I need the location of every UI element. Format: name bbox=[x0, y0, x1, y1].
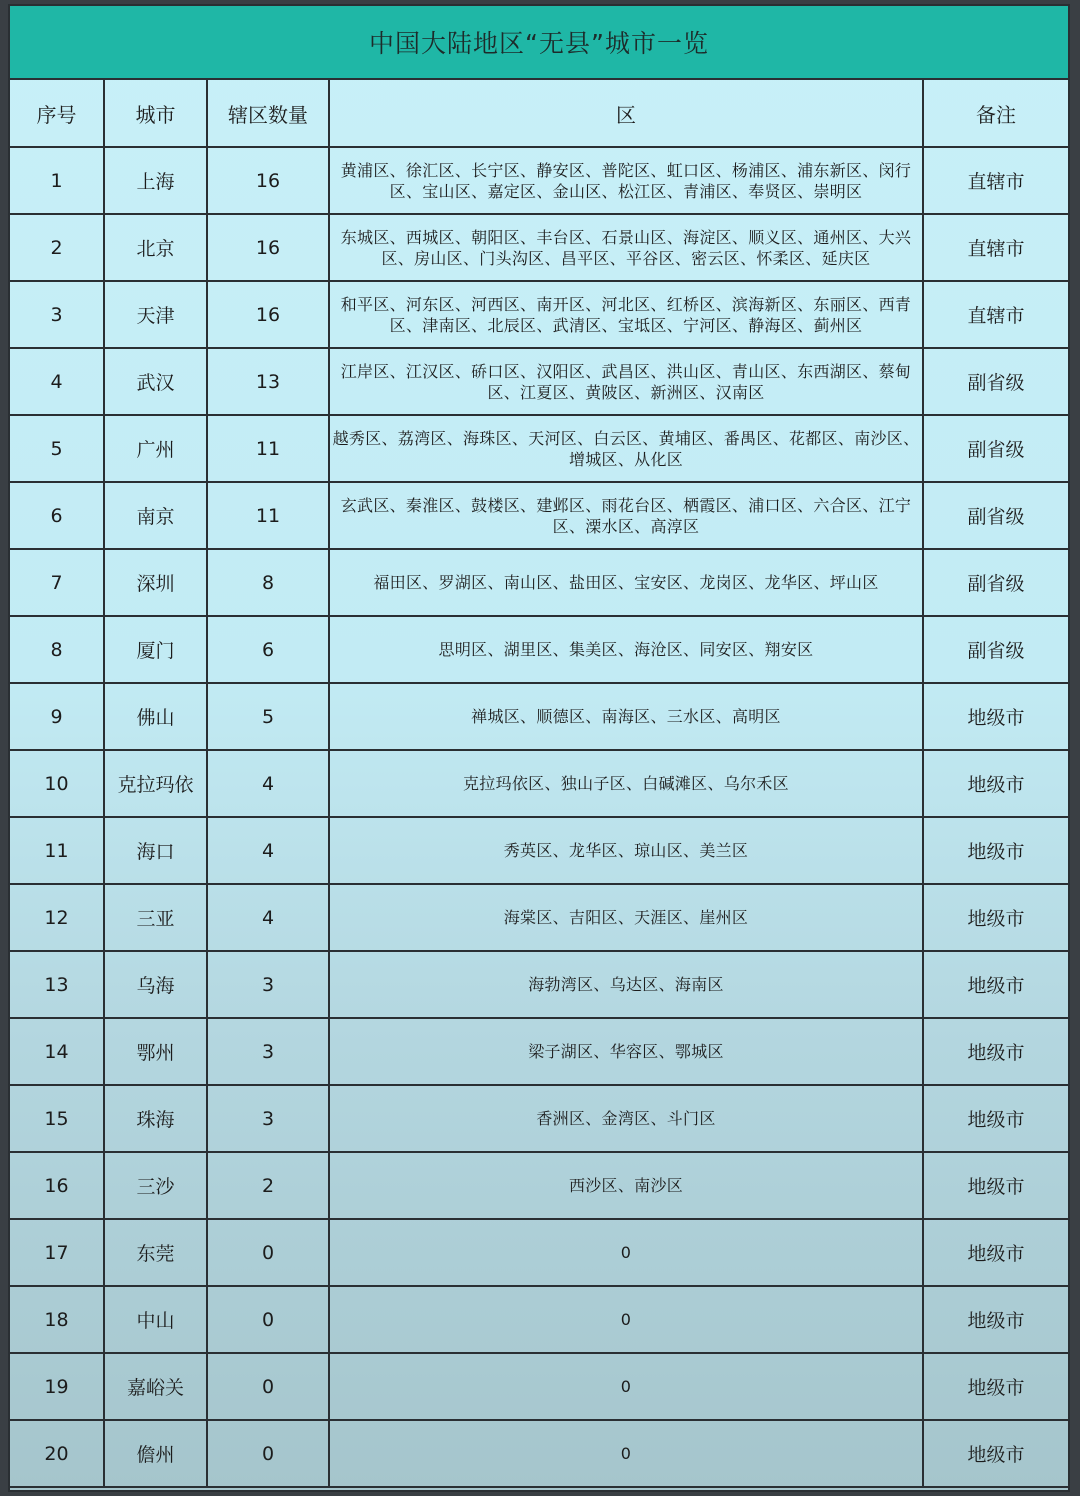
district-count-cell: 3 bbox=[207, 951, 329, 1018]
row-number-cell: 5 bbox=[10, 415, 104, 482]
note-cell: 地级市 bbox=[923, 1152, 1068, 1219]
city-cell: 三亚 bbox=[104, 884, 207, 951]
table-row bbox=[10, 1152, 1068, 1219]
districts-cell: 0 bbox=[329, 1353, 923, 1420]
row-number-cell: 17 bbox=[10, 1219, 104, 1286]
row-number-cell: 1 bbox=[10, 147, 104, 214]
row-number-cell: 2 bbox=[10, 214, 104, 281]
row-number-cell: 6 bbox=[10, 482, 104, 549]
note-cell: 副省级 bbox=[923, 348, 1068, 415]
city-cell: 佛山 bbox=[104, 683, 207, 750]
city-table-sheet bbox=[8, 4, 1070, 1492]
table-row bbox=[10, 1353, 1068, 1420]
row-number-cell: 8 bbox=[10, 616, 104, 683]
city-cell: 南京 bbox=[104, 482, 207, 549]
table-row bbox=[10, 1219, 1068, 1286]
row-number-cell: 16 bbox=[10, 1152, 104, 1219]
note-cell: 地级市 bbox=[923, 884, 1068, 951]
row-number-cell: 4 bbox=[10, 348, 104, 415]
districts-cell: 克拉玛依区、独山子区、白碱滩区、乌尔禾区 bbox=[329, 750, 923, 817]
city-cell: 厦门 bbox=[104, 616, 207, 683]
table-row bbox=[10, 415, 1068, 482]
city-cell: 鄂州 bbox=[104, 1018, 207, 1085]
row-number-cell: 3 bbox=[10, 281, 104, 348]
note-cell: 直辖市 bbox=[923, 147, 1068, 214]
districts-cell: 江岸区、江汉区、硚口区、汉阳区、武昌区、洪山区、青山区、东西湖区、蔡甸区、江夏区、黄陂区、新洲区、汉南区 bbox=[329, 348, 923, 415]
note-cell: 地级市 bbox=[923, 683, 1068, 750]
district-count-cell: 5 bbox=[207, 683, 329, 750]
district-count-cell: 0 bbox=[207, 1420, 329, 1487]
header-districts: 区 bbox=[329, 80, 923, 147]
city-cell: 上海 bbox=[104, 147, 207, 214]
city-cell: 深圳 bbox=[104, 549, 207, 616]
row-number-cell: 18 bbox=[10, 1286, 104, 1353]
table-row bbox=[10, 1018, 1068, 1085]
row-number-cell: 13 bbox=[10, 951, 104, 1018]
row-number-cell: 14 bbox=[10, 1018, 104, 1085]
note-cell: 地级市 bbox=[923, 1420, 1068, 1487]
districts-cell: 越秀区、荔湾区、海珠区、天河区、白云区、黄埔区、番禺区、花都区、南沙区、增城区、从化区 bbox=[329, 415, 923, 482]
note-cell: 地级市 bbox=[923, 817, 1068, 884]
table-row bbox=[10, 1085, 1068, 1152]
districts-cell: 0 bbox=[329, 1219, 923, 1286]
city-cell: 儋州 bbox=[104, 1420, 207, 1487]
districts-cell: 梁子湖区、华容区、鄂城区 bbox=[329, 1018, 923, 1085]
districts-cell: 福田区、罗湖区、南山区、盐田区、宝安区、龙岗区、龙华区、坪山区 bbox=[329, 549, 923, 616]
table-row bbox=[10, 549, 1068, 616]
table-header-row bbox=[10, 80, 1068, 147]
note-cell: 地级市 bbox=[923, 1219, 1068, 1286]
note-cell: 地级市 bbox=[923, 1085, 1068, 1152]
district-count-cell: 11 bbox=[207, 482, 329, 549]
table-row bbox=[10, 281, 1068, 348]
row-number-cell: 20 bbox=[10, 1420, 104, 1487]
header-city: 城市 bbox=[104, 80, 207, 147]
districts-cell: 思明区、湖里区、集美区、海沧区、同安区、翔安区 bbox=[329, 616, 923, 683]
city-cell: 广州 bbox=[104, 415, 207, 482]
table-row bbox=[10, 1420, 1068, 1487]
city-cell: 海口 bbox=[104, 817, 207, 884]
district-count-cell: 16 bbox=[207, 281, 329, 348]
city-cell: 中山 bbox=[104, 1286, 207, 1353]
district-count-cell: 16 bbox=[207, 147, 329, 214]
city-cell: 乌海 bbox=[104, 951, 207, 1018]
note-cell: 地级市 bbox=[923, 750, 1068, 817]
districts-cell: 和平区、河东区、河西区、南开区、河北区、红桥区、滨海新区、东丽区、西青区、津南区、北辰区、武清区、宝坻区、宁河区、静海区、蓟州区 bbox=[329, 281, 923, 348]
district-count-cell: 16 bbox=[207, 214, 329, 281]
row-number-cell: 15 bbox=[10, 1085, 104, 1152]
row-number-cell: 10 bbox=[10, 750, 104, 817]
table-row bbox=[10, 616, 1068, 683]
header-count: 辖区数量 bbox=[207, 80, 329, 147]
table-row bbox=[10, 951, 1068, 1018]
districts-cell: 海勃湾区、乌达区、海南区 bbox=[329, 951, 923, 1018]
row-number-cell: 19 bbox=[10, 1353, 104, 1420]
note-cell: 直辖市 bbox=[923, 281, 1068, 348]
note-cell: 副省级 bbox=[923, 616, 1068, 683]
districts-cell: 香洲区、金湾区、斗门区 bbox=[329, 1085, 923, 1152]
note-cell: 地级市 bbox=[923, 1353, 1068, 1420]
row-number-cell: 12 bbox=[10, 884, 104, 951]
district-count-cell: 11 bbox=[207, 415, 329, 482]
districts-cell: 0 bbox=[329, 1286, 923, 1353]
city-cell: 东莞 bbox=[104, 1219, 207, 1286]
note-cell: 地级市 bbox=[923, 951, 1068, 1018]
districts-cell: 西沙区、南沙区 bbox=[329, 1152, 923, 1219]
city-cell: 天津 bbox=[104, 281, 207, 348]
city-cell: 三沙 bbox=[104, 1152, 207, 1219]
city-cell: 北京 bbox=[104, 214, 207, 281]
note-cell: 地级市 bbox=[923, 1018, 1068, 1085]
header-no: 序号 bbox=[10, 80, 104, 147]
table-title: 中国大陆地区“无县”城市一览 bbox=[10, 6, 1068, 80]
district-count-cell: 6 bbox=[207, 616, 329, 683]
district-count-cell: 8 bbox=[207, 549, 329, 616]
table-row bbox=[10, 147, 1068, 214]
districts-cell: 玄武区、秦淮区、鼓楼区、建邺区、雨花台区、栖霞区、浦口区、六合区、江宁区、溧水区、高淳区 bbox=[329, 482, 923, 549]
table-row bbox=[10, 750, 1068, 817]
districts-cell: 黄浦区、徐汇区、长宁区、静安区、普陀区、虹口区、杨浦区、浦东新区、闵行区、宝山区、嘉定区、金山区、松江区、青浦区、奉贤区、崇明区 bbox=[329, 147, 923, 214]
note-cell: 地级市 bbox=[923, 1286, 1068, 1353]
table-row bbox=[10, 884, 1068, 951]
districts-cell: 海棠区、吉阳区、天涯区、崖州区 bbox=[329, 884, 923, 951]
districts-cell: 0 bbox=[329, 1420, 923, 1487]
note-cell: 副省级 bbox=[923, 482, 1068, 549]
header-note: 备注 bbox=[923, 80, 1068, 147]
district-count-cell: 4 bbox=[207, 884, 329, 951]
districts-cell: 东城区、西城区、朝阳区、丰台区、石景山区、海淀区、顺义区、通州区、大兴区、房山区、门头沟区、昌平区、平谷区、密云区、怀柔区、延庆区 bbox=[329, 214, 923, 281]
district-count-cell: 4 bbox=[207, 750, 329, 817]
district-count-cell: 0 bbox=[207, 1219, 329, 1286]
district-count-cell: 4 bbox=[207, 817, 329, 884]
table-body bbox=[10, 147, 1068, 1487]
district-count-cell: 3 bbox=[207, 1085, 329, 1152]
row-number-cell: 11 bbox=[10, 817, 104, 884]
table-row bbox=[10, 683, 1068, 750]
districts-cell: 秀英区、龙华区、琼山区、美兰区 bbox=[329, 817, 923, 884]
table-row bbox=[10, 817, 1068, 884]
note-cell: 副省级 bbox=[923, 549, 1068, 616]
note-cell: 直辖市 bbox=[923, 214, 1068, 281]
note-cell: 副省级 bbox=[923, 415, 1068, 482]
city-cell: 嘉峪关 bbox=[104, 1353, 207, 1420]
city-cell: 武汉 bbox=[104, 348, 207, 415]
district-count-cell: 13 bbox=[207, 348, 329, 415]
table-row bbox=[10, 482, 1068, 549]
districts-cell: 禅城区、顺德区、南海区、三水区、高明区 bbox=[329, 683, 923, 750]
city-table bbox=[10, 80, 1068, 1488]
table-row bbox=[10, 1286, 1068, 1353]
row-number-cell: 7 bbox=[10, 549, 104, 616]
district-count-cell: 2 bbox=[207, 1152, 329, 1219]
row-number-cell: 9 bbox=[10, 683, 104, 750]
table-row bbox=[10, 348, 1068, 415]
city-cell: 克拉玛依 bbox=[104, 750, 207, 817]
district-count-cell: 0 bbox=[207, 1353, 329, 1420]
district-count-cell: 3 bbox=[207, 1018, 329, 1085]
city-cell: 珠海 bbox=[104, 1085, 207, 1152]
table-row bbox=[10, 214, 1068, 281]
district-count-cell: 0 bbox=[207, 1286, 329, 1353]
